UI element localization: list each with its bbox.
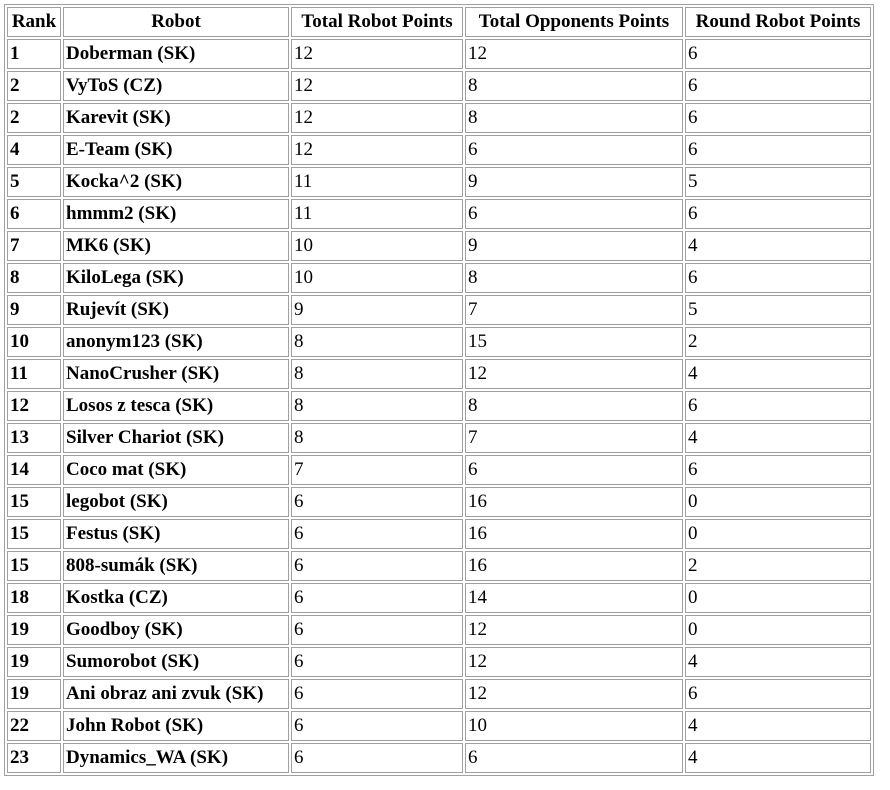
table-row [7,135,871,165]
round-robot-points-cell: 6 [685,135,871,165]
table-row [7,615,871,645]
rank-cell: 13 [7,423,61,453]
robot-name-cell: Ani obraz ani zvuk (SK) [63,679,289,709]
total-opponents-points-cell: 6 [465,455,683,485]
rank-cell: 15 [7,519,61,549]
round-robot-points-cell: 6 [685,39,871,69]
results-table [4,4,874,776]
table-row [7,295,871,325]
table-row [7,391,871,421]
round-robot-points-cell: 6 [685,679,871,709]
rank-cell: 19 [7,647,61,677]
round-robot-points-cell: 6 [685,455,871,485]
robot-name-cell: Dynamics_WA (SK) [63,743,289,773]
rank-cell: 6 [7,199,61,229]
robot-name-cell: Coco mat (SK) [63,455,289,485]
total-robot-points-cell: 6 [291,679,463,709]
round-robot-points-cell: 6 [685,71,871,101]
round-robot-points-cell: 6 [685,199,871,229]
total-robot-points-cell: 11 [291,167,463,197]
rank-cell: 19 [7,679,61,709]
rank-cell: 11 [7,359,61,389]
round-robot-points-cell: 5 [685,295,871,325]
rank-cell: 2 [7,103,61,133]
table-row [7,167,871,197]
robot-name-cell: Festus (SK) [63,519,289,549]
robot-name-cell: Rujevít (SK) [63,295,289,325]
robot-name-cell: anonym123 (SK) [63,327,289,357]
robot-name-cell: Doberman (SK) [63,39,289,69]
table-row [7,231,871,261]
rank-cell: 7 [7,231,61,261]
rank-cell: 10 [7,327,61,357]
total-opponents-points-cell: 6 [465,199,683,229]
total-robot-points-cell: 11 [291,199,463,229]
table-row [7,455,871,485]
table-row [7,103,871,133]
total-opponents-points-cell: 16 [465,519,683,549]
total-robot-points-cell: 6 [291,519,463,549]
table-row [7,327,871,357]
total-robot-points-cell: 6 [291,743,463,773]
total-opponents-points-cell: 12 [465,359,683,389]
rank-cell: 12 [7,391,61,421]
results-body [7,39,871,773]
total-robot-points-cell: 8 [291,391,463,421]
robot-name-cell: legobot (SK) [63,487,289,517]
rank-cell: 8 [7,263,61,293]
rank-cell: 15 [7,487,61,517]
round-robot-points-cell: 4 [685,647,871,677]
round-robot-points-cell: 4 [685,743,871,773]
total-opponents-points-cell: 10 [465,711,683,741]
robot-name-cell: KiloLega (SK) [63,263,289,293]
rank-cell: 23 [7,743,61,773]
total-robot-points-cell: 12 [291,71,463,101]
robot-name-cell: 808-sumák (SK) [63,551,289,581]
table-row [7,583,871,613]
round-robot-points-cell: 0 [685,519,871,549]
total-robot-points-cell: 12 [291,135,463,165]
table-row [7,743,871,773]
total-opponents-points-cell: 14 [465,583,683,613]
header-rank: Rank [7,7,61,37]
round-robot-points-cell: 4 [685,711,871,741]
table-row [7,519,871,549]
rank-cell: 22 [7,711,61,741]
robot-name-cell: John Robot (SK) [63,711,289,741]
total-robot-points-cell: 9 [291,295,463,325]
round-robot-points-cell: 6 [685,391,871,421]
total-robot-points-cell: 12 [291,103,463,133]
total-opponents-points-cell: 8 [465,71,683,101]
total-opponents-points-cell: 12 [465,647,683,677]
robot-name-cell: Sumorobot (SK) [63,647,289,677]
total-robot-points-cell: 8 [291,423,463,453]
table-row [7,711,871,741]
total-robot-points-cell: 8 [291,327,463,357]
total-robot-points-cell: 6 [291,551,463,581]
rank-cell: 4 [7,135,61,165]
table-row [7,679,871,709]
round-robot-points-cell: 0 [685,487,871,517]
total-opponents-points-cell: 12 [465,679,683,709]
robot-name-cell: Goodboy (SK) [63,615,289,645]
total-robot-points-cell: 6 [291,615,463,645]
robot-name-cell: hmmm2 (SK) [63,199,289,229]
table-row [7,71,871,101]
round-robot-points-cell: 4 [685,359,871,389]
table-row [7,423,871,453]
table-row [7,199,871,229]
total-opponents-points-cell: 7 [465,423,683,453]
table-row [7,263,871,293]
robot-name-cell: MK6 (SK) [63,231,289,261]
rank-cell: 2 [7,71,61,101]
rank-cell: 15 [7,551,61,581]
total-opponents-points-cell: 12 [465,39,683,69]
header-round-robot-points: Round Robot Points [685,7,871,37]
total-opponents-points-cell: 16 [465,551,683,581]
total-opponents-points-cell: 9 [465,231,683,261]
total-opponents-points-cell: 12 [465,615,683,645]
robot-name-cell: Kocka^2 (SK) [63,167,289,197]
total-opponents-points-cell: 6 [465,135,683,165]
round-robot-points-cell: 4 [685,231,871,261]
total-robot-points-cell: 6 [291,487,463,517]
table-row [7,487,871,517]
round-robot-points-cell: 6 [685,263,871,293]
robot-name-cell: NanoCrusher (SK) [63,359,289,389]
rank-cell: 14 [7,455,61,485]
round-robot-points-cell: 2 [685,327,871,357]
robot-name-cell: Kostka (CZ) [63,583,289,613]
total-opponents-points-cell: 8 [465,263,683,293]
robot-name-cell: Karevit (SK) [63,103,289,133]
rank-cell: 18 [7,583,61,613]
round-robot-points-cell: 5 [685,167,871,197]
total-robot-points-cell: 12 [291,39,463,69]
robot-name-cell: Losos z tesca (SK) [63,391,289,421]
total-opponents-points-cell: 8 [465,103,683,133]
total-robot-points-cell: 7 [291,455,463,485]
round-robot-points-cell: 2 [685,551,871,581]
table-row [7,647,871,677]
round-robot-points-cell: 4 [685,423,871,453]
round-robot-points-cell: 6 [685,103,871,133]
round-robot-points-cell: 0 [685,615,871,645]
total-opponents-points-cell: 8 [465,391,683,421]
total-robot-points-cell: 10 [291,231,463,261]
rank-cell: 9 [7,295,61,325]
table-row [7,359,871,389]
total-opponents-points-cell: 9 [465,167,683,197]
total-opponents-points-cell: 15 [465,327,683,357]
total-robot-points-cell: 10 [291,263,463,293]
total-robot-points-cell: 6 [291,711,463,741]
total-opponents-points-cell: 7 [465,295,683,325]
total-robot-points-cell: 6 [291,583,463,613]
robot-name-cell: VyToS (CZ) [63,71,289,101]
table-row [7,39,871,69]
rank-cell: 5 [7,167,61,197]
header-total-opponents-points: Total Opponents Points [465,7,683,37]
rank-cell: 1 [7,39,61,69]
header-robot: Robot [63,7,289,37]
total-robot-points-cell: 6 [291,647,463,677]
robot-name-cell: E-Team (SK) [63,135,289,165]
table-row [7,551,871,581]
robot-name-cell: Silver Chariot (SK) [63,423,289,453]
round-robot-points-cell: 0 [685,583,871,613]
total-robot-points-cell: 8 [291,359,463,389]
header-total-robot-points: Total Robot Points [291,7,463,37]
total-opponents-points-cell: 6 [465,743,683,773]
rank-cell: 19 [7,615,61,645]
total-opponents-points-cell: 16 [465,487,683,517]
header-row [7,7,871,37]
